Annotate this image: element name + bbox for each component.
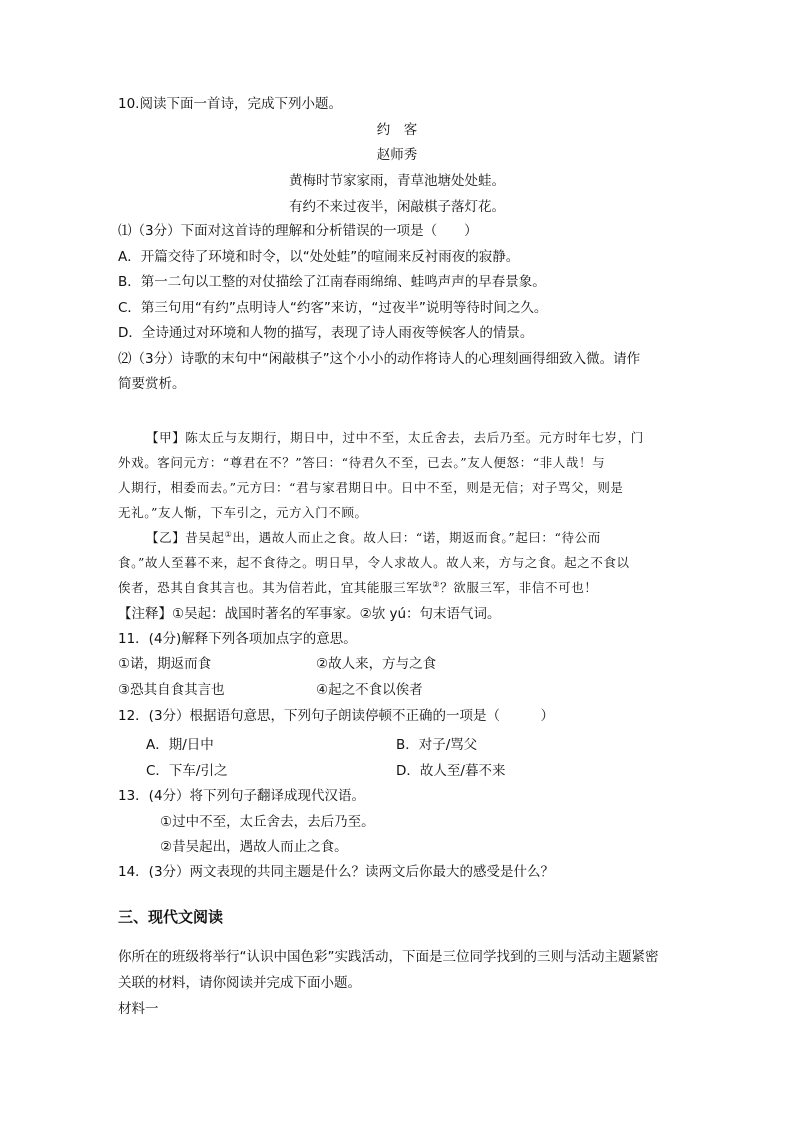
q13-stem: 13．(4分）将下列句子翻译成现代汉语。 [118, 788, 366, 804]
q12-option-d: D．故人至/暮不来 [396, 763, 506, 779]
q11-item-1: ①诺，期返而食 [118, 656, 212, 672]
q12-option-c: C．下车/引之 [146, 763, 228, 779]
q12-stem: 12．(3分）根据语句意思，下列句子朗读停顿不正确的一项是（ ） [118, 708, 555, 724]
q10-option-b: B．第一二句以工整的对仗描绘了江南春雨绵绵、蛙鸣声声的早春景象。 [118, 274, 546, 290]
passage-jia-line-3: 人期行，相委而去。”元方曰：“君与家君期日中。日中不至，则是无信；对子骂父，则是 [118, 480, 624, 495]
poem-line-2: 有约不来过夜半，闲敲棋子落灯花。 [289, 199, 505, 215]
q11-item-2: ②故人来，方与之食 [316, 656, 437, 672]
q11-item-3: ③恐其自食其言也 [118, 682, 225, 698]
material-1-label: 材料一 [118, 1001, 159, 1017]
passage-jia-line-4: 无礼。”友人惭，下车引之，元方入门不顾。 [118, 505, 368, 520]
q14-stem: 14．(3分）两文表现的共同主题是什么？读两文后你最大的感受是什么？ [118, 864, 555, 880]
q10-option-a: A．开篇交待了环境和时令，以“处处蛙”的喧闹来反衬雨夜的寂静。 [118, 249, 520, 265]
q12-option-a: A．期/日中 [146, 737, 214, 753]
q11-item-4: ④起之不食以俟者 [316, 682, 423, 698]
passage-yi-line-3 [118, 578, 597, 598]
section-3-para-line-2: 关联的材料，请你阅读并完成下面小题。 [118, 975, 361, 991]
passage-yi-line-2: 食。”故人至暮不来，起不食待之。明日早，令人求故人。故人来，方与之食。起之不食以 [118, 555, 630, 570]
q12-option-b: B．对子/骂父 [396, 737, 478, 753]
q11-stem: 11．(4分)解释下列各项加点字的意思。 [118, 631, 357, 647]
passage-yi-text-d: ？欲服三军，非信不可也！ [440, 580, 598, 595]
section-3-para-line-1: 你所在的班级将举行“认识中国色彩”实践活动，下面是三位同学找到的三则与活动主题紧密 [118, 949, 659, 965]
annotation-note: 【注释】①吴起：战国时著名的军事家。②欤 yú：句末语气词。 [118, 606, 501, 622]
q10-intro: 10.阅读下面一首诗，完成下列小题。 [118, 96, 342, 112]
passage-jia-line-1: 【甲】陈太丘与友期行，期日中，过中不至，太丘舍去，去后乃至。元方时年七岁，门 [146, 430, 644, 445]
poem-title: 约 客 [376, 122, 418, 138]
passage-yi-text-b: 出，遇故人而止之食。故人曰：“诺，期返而食。”起曰：“待公而 [232, 530, 601, 545]
poem-author: 赵师秀 [376, 147, 418, 163]
passage-yi-text-c: 俟者，恐其自食其言也。其为信若此，宜其能服三军欤 [118, 580, 433, 595]
poem-line-1: 黄梅时节家家雨，青草池塘处处蛙。 [289, 173, 505, 189]
passage-jia-line-2: 外戏。客问元方：“尊君在不？”答曰：“待君久不至，已去。”友人便怒：“非人哉！与 [118, 455, 606, 470]
q13-item-1: ①过中不至，太丘舍去，去后乃至。 [160, 814, 375, 830]
q10-sub1: ⑴（3分）下面对这首诗的理解和分析错误的一项是（ ） [118, 223, 478, 239]
q10-sub2-line-2: 简要赏析。 [118, 376, 186, 392]
section-3-heading: 三、现代文阅读 [118, 908, 224, 926]
q10-sub2-line-1: ⑵（3分）诗歌的末句中“闲敲棋子”这个小小的动作将诗人的心理刻画得细致入微。请作 [118, 351, 641, 367]
passage-yi-text-a: 【乙】昔吴起 [146, 530, 225, 545]
footnote-1-marker: ① [224, 529, 233, 539]
footnote-2-marker: ② [432, 579, 441, 589]
q13-item-2: ②昔吴起出，遇故人而止之食。 [160, 839, 348, 855]
q10-option-c: C．第三句用“有约”点明诗人“约客”来访，“过夜半”说明等待时间之久。 [118, 300, 548, 316]
q10-option-d: D．全诗通过对环境和人物的描写，表现了诗人雨夜等候客人的情景。 [118, 325, 534, 341]
passage-yi-line-1 [146, 528, 601, 548]
